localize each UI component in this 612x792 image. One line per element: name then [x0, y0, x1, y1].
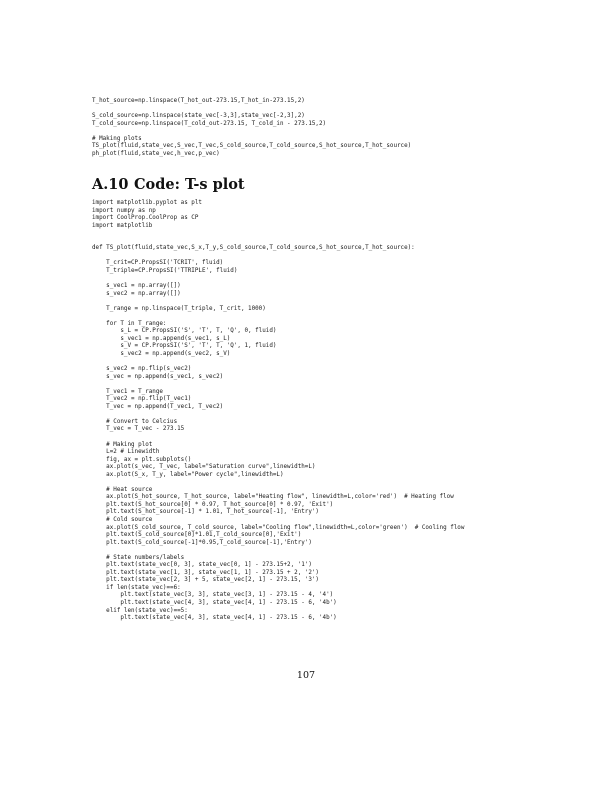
code-line: S_cold_source=np.linspace(state_vec[-3,3],state_vec[-2,3],2) [92, 113, 305, 120]
code-line: ax.plot(S_hot_source, T_hot_source, label="Heating flow", linewidth=L,color='red') # Heating flow [92, 494, 454, 501]
code-line [92, 381, 464, 389]
code-line: plt.text(state_vec[0, 3], state_vec[0, 1] - 273.15+2, '1') [92, 562, 312, 569]
code-line: L=2 # Linewidth [92, 449, 160, 456]
code-line: plt.text(S_hot_source[-1] * 1.01, T_hot_source[-1], 'Entry') [92, 509, 319, 516]
code-line: import matplotlib.pyplot as plt [92, 200, 202, 206]
code-line: ax.plot(s_vec, T_vec, label="Saturation curve",linewidth=L) [92, 464, 316, 471]
section-title: Code: T-s plot [134, 176, 245, 193]
code-line: s_vec1 = np.append(s_vec1, s_L) [92, 335, 231, 342]
code-line: T_crit=CP.PropsSI('TCRIT', fluid) [92, 260, 224, 267]
code-line: T_vec = np.append(T_vec1, T_vec2) [92, 403, 224, 410]
code-line: # Heat source [92, 486, 153, 493]
code-line: T_cold_source=np.linspace(T_cold_out-273.15, T_cold_in - 273.15,2) [92, 120, 327, 127]
code-line: plt.text(state_vec[3, 3], state_vec[3, 1] - 273.15 - 4, '4') [92, 592, 334, 599]
code-line: # Cold source [92, 516, 153, 523]
code-line: plt.text(S_hot_source[0] * 0.97, T_hot_source[0] * 0.97, 'Exit') [92, 501, 334, 508]
code-line: TS_plot(fluid,state_vec,S_vec,T_vec,S_cold_source,T_cold_source,S_hot_source,T_hot_source) [92, 143, 412, 150]
code-line: import numpy as np [92, 207, 156, 214]
code-line: plt.text(state_vec[2, 3] + 5, state_vec[2, 1] - 273.15, '3') [92, 577, 319, 584]
code-line [92, 238, 464, 246]
code-line [92, 313, 464, 321]
code-line [92, 230, 464, 238]
section-heading [92, 176, 245, 193]
code-line [92, 434, 464, 442]
code-line [92, 128, 411, 136]
code-line: T_vec2 = np.flip(T_vec1) [92, 396, 192, 403]
section-number: A.10 [92, 176, 129, 193]
code-line: T_triple=CP.PropsSI('TTRIPLE', fluid) [92, 267, 238, 274]
code-line [92, 547, 464, 555]
code-line: ax.plot(S_cold_source, T_cold_source, label="Cooling flow",linewidth=L,color='green') # Cooling flow [92, 524, 465, 531]
code-line [92, 298, 464, 306]
code-line: # Making plot [92, 441, 153, 448]
code-line [92, 253, 464, 261]
code-line: def TS_plot(fluid,state_vec,S_x,T_y,S_cold_source,T_cold_source,S_hot_source,T_hot_source): [92, 245, 415, 252]
code-line: s_V = CP.PropsSI('S', 'T', T, 'Q', 1, fluid) [92, 343, 277, 350]
code-line: s_vec1 = np.array([]) [92, 283, 181, 290]
code-line: s_vec2 = np.flip(s_vec2) [92, 366, 192, 373]
code-line [92, 479, 464, 487]
code-line: T_vec = T_vec - 273.15 [92, 426, 185, 433]
code-line: import CoolProp.CoolProp as CP [92, 215, 199, 222]
code-line: if len(state_vec)==6: [92, 584, 181, 591]
code-line: plt.text(state_vec[4, 3], state_vec[4, 1] - 273.15 - 6, '4b') [92, 615, 337, 622]
code-line: ph_plot(fluid,state_vec,h_vec,p_vec) [92, 150, 220, 157]
code-line: plt.text(state_vec[4, 3], state_vec[4, 1] - 273.15 - 6, '4b') [92, 599, 337, 606]
code-line: ax.plot(S_x, T_y, label="Power cycle",linewidth=L) [92, 471, 284, 478]
code-line: # Making plots [92, 135, 142, 142]
code-line: T_range = np.linspace(T_triple, T_crit, 1000) [92, 305, 266, 312]
code-line: s_vec2 = np.append(s_vec2, s_V) [92, 350, 231, 357]
code-line [92, 106, 411, 114]
code-line: plt.text(S_cold_source[-1]*0.95,T_cold_source[-1],'Entry') [92, 539, 312, 546]
code-block-ts-plot [92, 200, 464, 623]
code-line: plt.text(S_cold_source[0]*1.01,T_cold_source[0],'Exit') [92, 532, 302, 539]
code-line: # Convert to Celcius [92, 418, 178, 425]
code-line: s_vec2 = np.array([]) [92, 290, 181, 297]
code-line: s_L = CP.PropsSI('S', 'T', T, 'Q', 0, fluid) [92, 328, 277, 335]
code-line: s_vec = np.append(s_vec1, s_vec2) [92, 373, 224, 380]
code-line: elif len(state_vec)==5: [92, 607, 188, 614]
page-number: 107 [296, 670, 316, 681]
code-line: fig, ax = plt.subplots() [92, 456, 192, 463]
code-line: for T in T_range: [92, 320, 167, 327]
code-line: T_hot_source=np.linspace(T_hot_out-273.15,T_hot_in-273.15,2) [92, 98, 305, 104]
code-line: plt.text(state_vec[1, 3], state_vec[1, 1] - 273.15 + 2, '2') [92, 569, 319, 576]
code-block-top [92, 98, 411, 158]
code-line [92, 275, 464, 283]
code-line [92, 358, 464, 366]
code-line: T_vec1 = T_range [92, 388, 163, 395]
code-line: import matplotlib [92, 222, 153, 229]
code-line: # State numbers/labels [92, 554, 185, 561]
code-line [92, 411, 464, 419]
